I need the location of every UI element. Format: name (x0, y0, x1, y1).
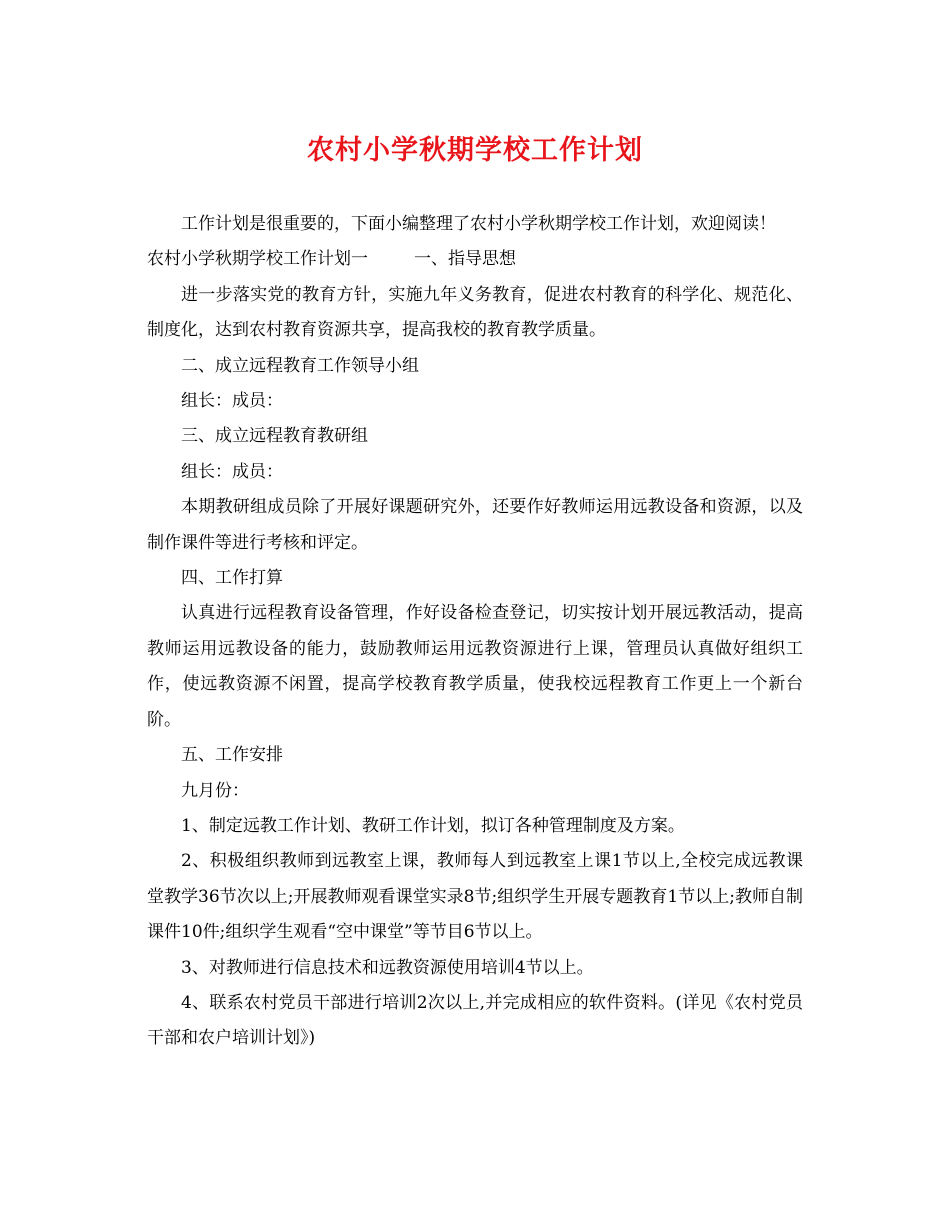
section5-heading: 五、工作安排 (181, 745, 283, 766)
month-label: 九月份： (181, 780, 249, 801)
section3-paragraph: 本期教研组成员除了开展好课题研究外，还要作好教师运用远教设备和资源，以及制作课件等进行考核和评定。 (147, 497, 803, 553)
section2-members: 组长：成员： (181, 391, 283, 412)
document-title: 农村小学秋期学校工作计划 (307, 135, 643, 166)
section3-members: 组长：成员： (181, 461, 283, 482)
section4-paragraph: 认真进行远程教育设备管理，作好设备检查登记，切实按计划开展远教活动，提高教师运用远教设备的能力，鼓励教师运用远教资源进行上课，管理员认真做好组织工作，使远教资源不闲置，提高学校教育教学质量，使我校远程教育工作更上一个新台阶。 (147, 603, 803, 730)
list-item: 2、积极组织教师到远教室上课，教师每人到远教室上课1节以上,全校完成远教课堂教学36节次以上;开展教师观看课堂实录8节;组织学生开展专题教育1节以上;教师自制课件10件;组织学生观看“空中课堂”等节目6节以上。 (147, 851, 803, 943)
section2-heading: 二、成立远程教育工作领导小组 (181, 355, 419, 376)
plan-heading: 农村小学秋期学校工作计划一 (147, 249, 368, 270)
section3-heading: 三、成立远程教育教研组 (181, 426, 368, 447)
list-item: 4、联系农村党员干部进行培训2次以上,并完成相应的软件资料。(详见《农村党员干部和农户培训计划》) (147, 992, 803, 1049)
list-item: 1、制定远教工作计划、教研工作计划，拟订各种管理制度及方案。 (181, 815, 685, 836)
list-item: 3、对教师进行信息技术和远教资源使用培训4节以上。 (181, 957, 594, 978)
section4-heading: 四、工作打算 (181, 568, 283, 589)
section1-heading: 一、指导思想 (414, 249, 516, 270)
plan-heading-line (147, 242, 803, 277)
section1-paragraph: 进一步落实党的教育方针，实施九年义务教育，促进农村教育的科学化、规范化、制度化，达到农村教育资源共享，提高我校的教育教学质量。 (147, 284, 803, 341)
document-body (147, 207, 803, 1057)
intro-paragraph: 工作计划是很重要的，下面小编整理了农村小学秋期学校工作计划，欢迎阅读！ (181, 214, 776, 234)
